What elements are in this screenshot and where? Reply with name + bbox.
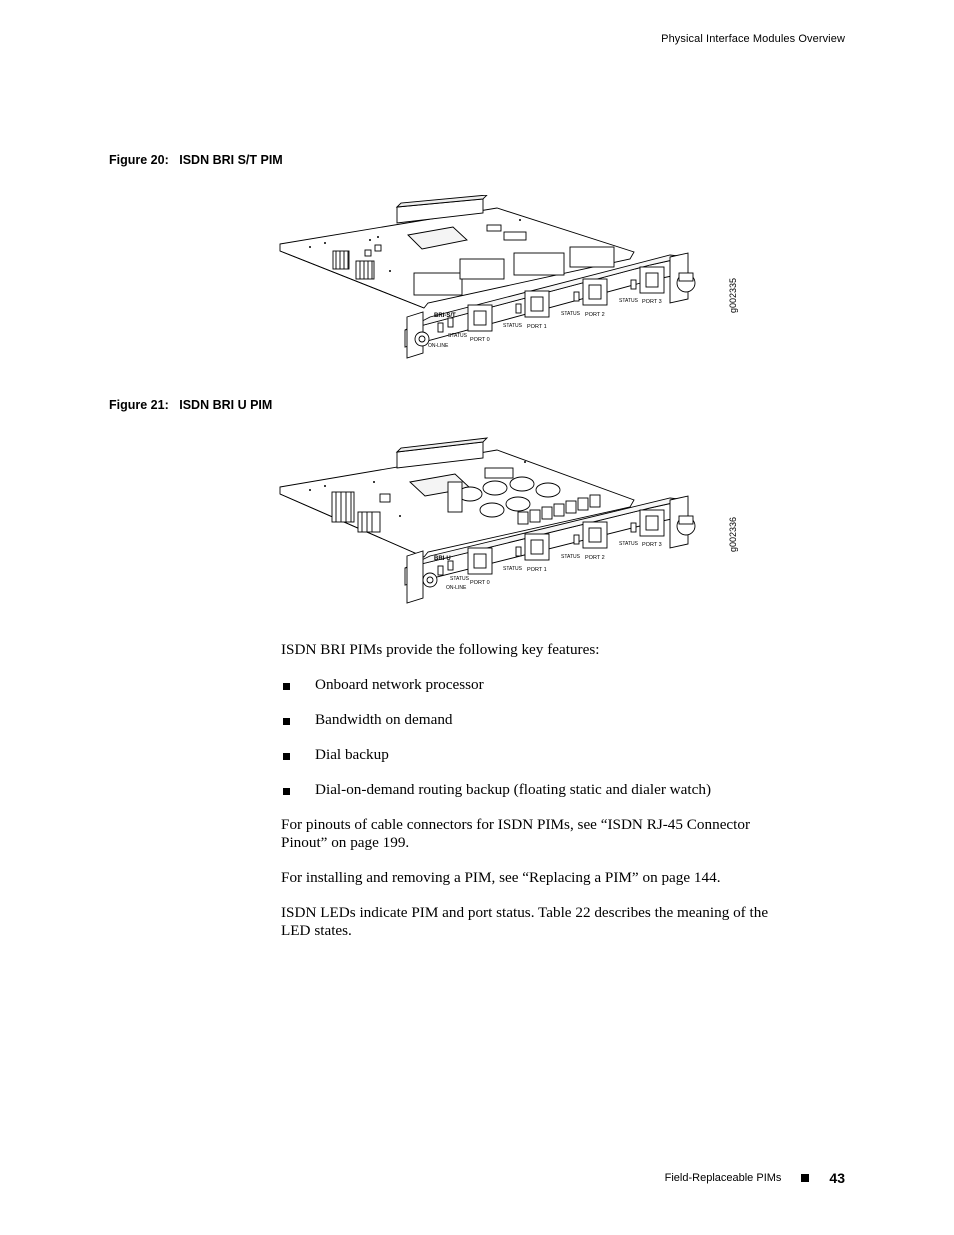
list-item xyxy=(281,676,781,711)
status-led xyxy=(516,304,521,313)
page-number: 43 xyxy=(829,1170,845,1186)
features-intro: ISDN BRI PIMs provide the following key features: xyxy=(281,641,600,658)
status-label: STATUS xyxy=(503,566,522,572)
figure-title: ISDN BRI S/T PIM xyxy=(179,153,283,167)
feature-list xyxy=(281,676,781,816)
status-led xyxy=(631,280,636,289)
figure-20-illustration xyxy=(270,195,750,365)
figure-number: Figure 20: xyxy=(109,153,169,167)
status-led xyxy=(516,547,521,556)
status-led xyxy=(574,292,579,301)
bullet-square-icon xyxy=(283,753,290,760)
list-item xyxy=(281,711,781,746)
rj45-port-2 xyxy=(583,279,607,305)
leds-paragraph: ISDN LEDs indicate PIM and port status. Table 22 describes the meaning of the LED states. xyxy=(281,904,769,939)
list-item xyxy=(281,781,781,816)
rj45-port-0 xyxy=(468,548,492,574)
status-led xyxy=(574,535,579,544)
drawing-id: g002335 xyxy=(728,277,738,313)
online-label: ON-LINE xyxy=(428,343,449,349)
port-2-label: PORT 2 xyxy=(585,312,605,318)
port-0-label: PORT 0 xyxy=(470,580,490,586)
install-paragraph: For installing and removing a PIM, see “Replacing a PIM” on page 144. xyxy=(281,869,721,886)
status-led xyxy=(631,523,636,532)
rj45-port-0 xyxy=(468,305,492,331)
status-label: STATUS xyxy=(450,576,469,582)
footer-chapter-title: Field-Replaceable PIMs xyxy=(664,1172,782,1184)
figure-number: Figure 21: xyxy=(109,398,169,412)
feature-text: Onboard network processor xyxy=(315,676,484,693)
list-item xyxy=(281,746,781,781)
rj45-port-1 xyxy=(525,291,549,317)
status-label: STATUS xyxy=(561,554,580,560)
feature-text: Bandwidth on demand xyxy=(315,711,453,728)
status-label: STATUS xyxy=(561,311,580,317)
page-footer xyxy=(665,1170,845,1186)
running-header: Physical Interface Modules Overview xyxy=(661,33,845,45)
pinouts-paragraph: For pinouts of cable connectors for ISDN PIMs, see “ISDN RJ-45 Connector Pinout” on page 199. xyxy=(281,816,751,851)
rj45-port-1 xyxy=(525,534,549,560)
status-led xyxy=(448,318,453,327)
figure-21-illustration xyxy=(270,430,750,608)
module-label: BRI-U xyxy=(434,556,451,562)
port-3-label: PORT 3 xyxy=(642,542,662,548)
feature-text: Dial backup xyxy=(315,746,389,763)
online-led xyxy=(438,323,443,332)
online-label: ON-LINE xyxy=(446,585,467,591)
drawing-id: g002336 xyxy=(728,516,738,552)
status-label: STATUS xyxy=(503,323,522,329)
bullet-square-icon xyxy=(283,683,290,690)
bullet-square-icon xyxy=(283,788,290,795)
bullet-square-icon xyxy=(283,718,290,725)
port-3-label: PORT 3 xyxy=(642,299,662,305)
module-label: BRI-S/T xyxy=(434,313,456,319)
status-label: STATUS xyxy=(619,298,638,304)
port-1-label: PORT 1 xyxy=(527,324,547,330)
status-label: STATUS xyxy=(448,333,467,339)
port-2-label: PORT 2 xyxy=(585,555,605,561)
port-0-label: PORT 0 xyxy=(470,337,490,343)
online-led xyxy=(438,566,443,575)
feature-text: Dial-on-demand routing backup (floating static and dialer watch) xyxy=(315,781,712,798)
mounting-ear-left xyxy=(407,551,423,603)
isdn-bri-st-pim-drawing xyxy=(270,195,750,365)
rj45-port-3 xyxy=(640,267,664,293)
port-1-label: PORT 1 xyxy=(527,567,547,573)
rj45-port-3 xyxy=(640,510,664,536)
figure-title: ISDN BRI U PIM xyxy=(179,398,273,412)
status-led xyxy=(448,561,453,570)
footer-square-icon xyxy=(801,1174,809,1182)
figure-20-caption xyxy=(109,153,283,167)
rj45-port-2 xyxy=(583,522,607,548)
figure-21-caption xyxy=(109,398,272,412)
status-label: STATUS xyxy=(619,541,638,547)
isdn-bri-u-pim-drawing xyxy=(270,430,750,608)
